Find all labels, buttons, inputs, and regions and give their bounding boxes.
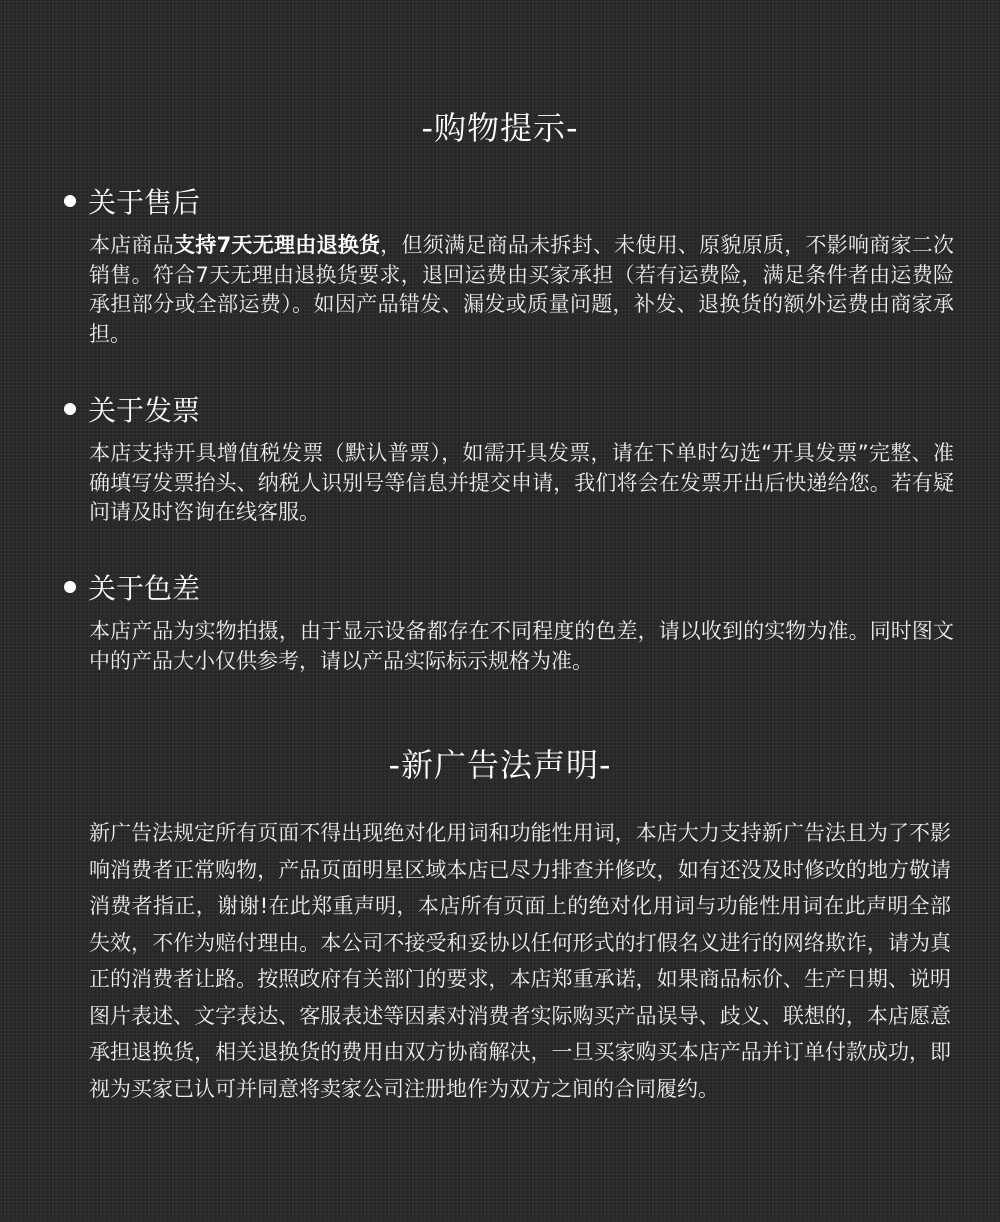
after-sales-title: 关于售后 [88,186,201,219]
after-sales-title-row [64,181,954,221]
color-diff-title: 关于色差 [88,572,201,605]
ad-law-heading: -新广告法声明- [388,746,612,784]
bullet-dot-icon [64,403,76,415]
after-sales-text-prefix: 本店商品 [89,233,175,257]
after-sales-text [89,231,954,349]
color-diff-section [64,567,954,676]
after-sales-section [64,181,954,349]
invoice-text: 本店支持开具增值税发票（默认普票），如需开具发票，请在下单时勾选“开具发票”完整、准确填写发票抬头、纳税人识别号等信息并提交申请，我们将会在发票开出后快递给您。若有疑问请及时咨询在线客服。 [89,441,954,524]
color-diff-text: 本店产品为实物拍摄，由于显示设备都存在不同程度的色差，请以收到的实物为准。同时图文中的产品大小仅供参考，请以产品实际标示规格为准。 [89,619,954,673]
invoice-section [64,389,954,528]
after-sales-text-rest: ，但须满足商品未拆封、未使用、原貌原质，不影响商家二次销售。符合7天无理由退换货要求，退回运费由买家承担（若有运费险，满足条件者由运费险承担部分或全部运费）。如因产品错发、漏发或质量问题，补发、退换货的额外运费由商家承担。 [89,233,955,346]
after-sales-highlight: 支持7天无理由退换货 [174,233,381,257]
bullet-dot-icon [64,195,76,207]
invoice-title: 关于发票 [88,394,201,427]
invoice-title-row [64,389,954,429]
shopping-tips-heading: -购物提示- [421,109,579,147]
bullet-dot-icon [64,581,76,593]
ad-law-statement: 新广告法规定所有页面不得出现绝对化用词和功能性用词，本店大力支持新广告法且为了不影响消费者正常购物，产品页面明星区域本店已尽力排查并修改，如有还没及时修改的地方敬请消费者指正，谢谢!在此郑重声明，本店所有页面上的绝对化用词与功能性用词在此声明全部失效，不作为赔付理由。本公司不接受和妥协以任何形式的打假名义进行的网络欺诈，请为真正的消费者让路。按照政府有关部门的要求，本店郑重承诺，如果商品标价、生产日期、说明图片表述、文字表达、客服表述等因素对消费者实际购买产品误导、歧义、联想的，本店愿意承担退换货，相关退换货的费用由双方协商解决，一旦买家购买本店产品并订单付款成功，即视为买家已认可并同意将卖家公司注册地作为双方之间的合同履约。 [89,821,951,1101]
color-diff-title-row [64,567,954,607]
